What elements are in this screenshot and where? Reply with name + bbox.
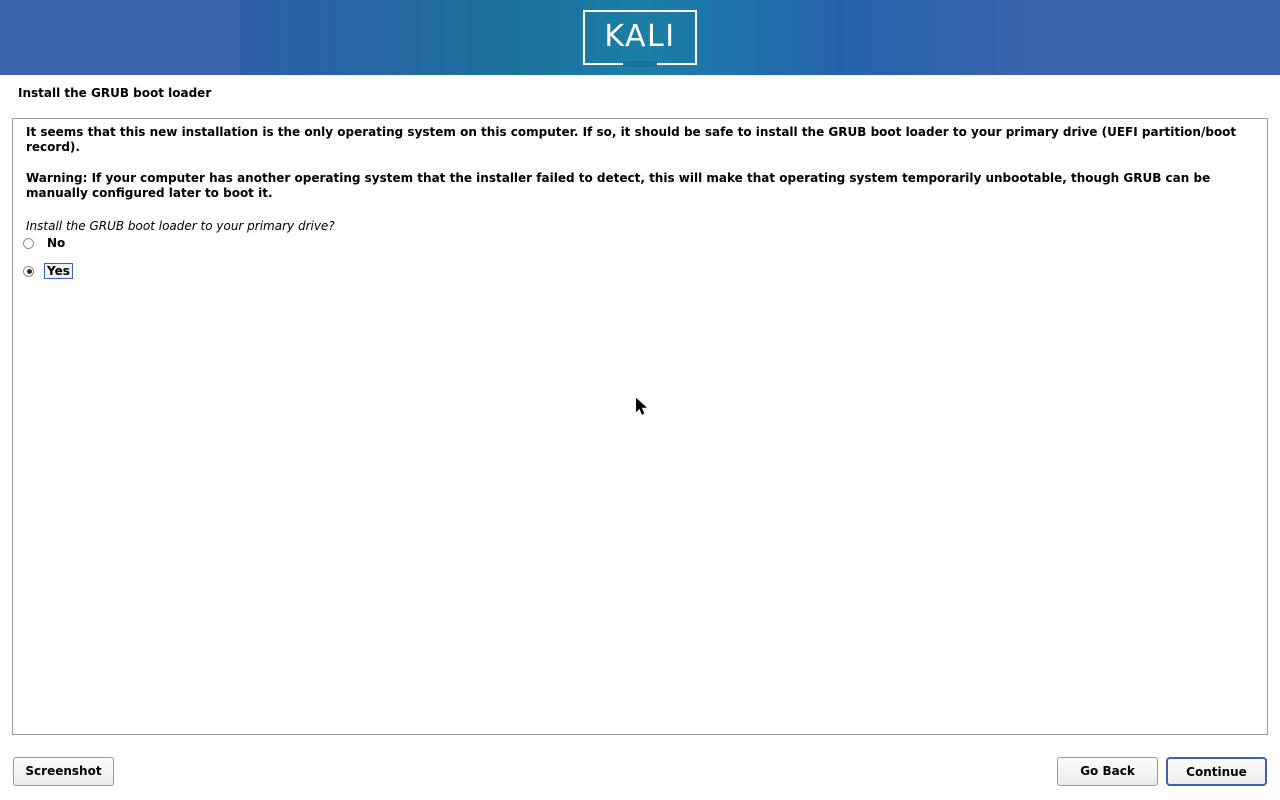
logo-text: KALI (604, 19, 676, 54)
installer-banner (0, 0, 1280, 75)
info-paragraph: It seems that this new installation is the only operating system on this computer. If so, it should be safe to install the GRUB boot loader to your primary drive (UEFI partition/boot record). (26, 125, 1237, 154)
kali-logo-icon (583, 10, 697, 65)
radio-option-yes[interactable] (23, 261, 73, 281)
radio-button-yes[interactable] (23, 266, 34, 277)
main-content-panel (12, 118, 1268, 735)
radio-option-no[interactable] (23, 233, 67, 253)
continue-button[interactable]: Continue (1166, 757, 1267, 786)
question-label: Install the GRUB boot loader to your primary drive? (26, 219, 335, 233)
radio-label-no[interactable]: No (47, 236, 66, 250)
radio-label-yes[interactable]: Yes (44, 263, 73, 279)
screenshot-button[interactable]: Screenshot (13, 757, 114, 786)
go-back-button[interactable]: Go Back (1057, 757, 1158, 786)
radio-button-no[interactable] (23, 238, 34, 249)
page-title: Install the GRUB boot loader (18, 86, 212, 100)
warning-paragraph: Warning: If your computer has another operating system that the installer failed to detect, this will make that operating system temporarily unbootable, though GRUB can be manually configured later to boot it. (26, 171, 1211, 200)
logo-notch (623, 61, 657, 67)
